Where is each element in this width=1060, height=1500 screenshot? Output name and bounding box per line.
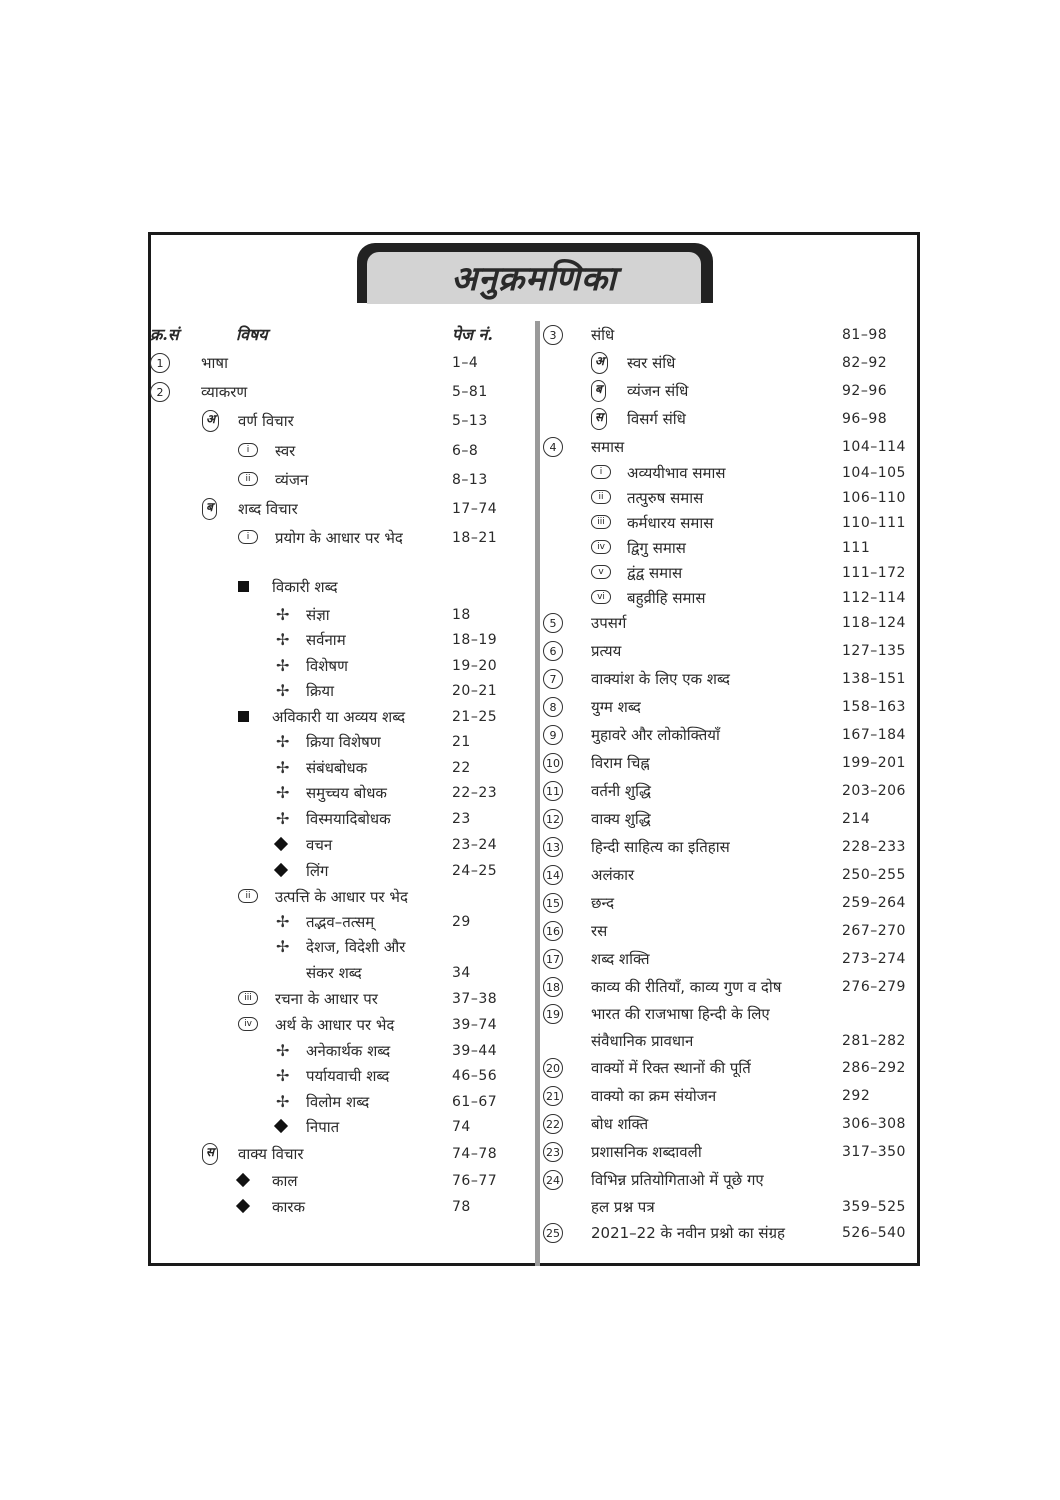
entry-title: वाक्यो का क्रम संयोजन xyxy=(591,1087,717,1105)
number-badge: 20 xyxy=(543,1058,563,1078)
entry-page: 74–78 xyxy=(452,1146,498,1162)
entry-title: विस्मयादिबोधक xyxy=(306,810,391,828)
entry-page: 1–4 xyxy=(452,355,479,371)
entry-title: भाषा xyxy=(201,354,228,372)
toc-entry xyxy=(0,380,1060,404)
entry-title: संकर शब्द xyxy=(306,964,362,982)
star-bullet-icon: ✢ xyxy=(276,732,290,751)
letter-badge: ब xyxy=(202,498,217,520)
entry-page: 228–233 xyxy=(842,839,906,855)
entry-title: व्यंजन xyxy=(275,471,309,489)
number-badge: 19 xyxy=(543,1004,563,1024)
toc-entry xyxy=(0,487,1060,511)
number-badge: 25 xyxy=(543,1223,563,1243)
number-badge: 7 xyxy=(543,669,563,689)
entry-page: 78 xyxy=(452,1199,471,1215)
toc-entry xyxy=(0,1113,1060,1137)
entry-page: 82–92 xyxy=(842,355,888,371)
star-bullet-icon: ✢ xyxy=(276,1041,290,1060)
toc-entry xyxy=(0,436,1060,460)
toc-entry xyxy=(0,668,1060,692)
entry-page: 18–19 xyxy=(452,632,498,648)
entry-page: 276–279 xyxy=(842,979,906,995)
star-bullet-icon: ✢ xyxy=(276,809,290,828)
letter-badge: अ xyxy=(202,410,219,432)
number-badge: 14 xyxy=(543,865,563,885)
entry-page: 19–20 xyxy=(452,658,498,674)
toc-entry xyxy=(0,1030,1060,1054)
number-badge: 15 xyxy=(543,893,563,913)
entry-page: 37–38 xyxy=(452,991,498,1007)
entry-title: रचना के आधार पर xyxy=(275,990,378,1008)
star-bullet-icon: ✢ xyxy=(276,630,290,649)
toc-entry xyxy=(0,1196,1060,1220)
page-title: अनुक्रमणिका xyxy=(451,259,617,299)
entry-page: 286–292 xyxy=(842,1060,906,1076)
entry-title: युग्म शब्द xyxy=(591,698,641,716)
entry-page: 127–135 xyxy=(842,643,906,659)
letter-badge: अ xyxy=(591,352,608,374)
entry-page: 18–21 xyxy=(452,530,498,546)
entry-title: भारत की राजभाषा हिन्दी के लिए xyxy=(591,1005,770,1023)
entry-title: निपात xyxy=(306,1118,340,1136)
number-badge: 16 xyxy=(543,921,563,941)
entry-title: व्याकरण xyxy=(201,383,248,401)
entry-title: कारक xyxy=(272,1198,306,1216)
entry-page: 158–163 xyxy=(842,699,906,715)
header-sno: क्र.सं xyxy=(150,325,179,344)
entry-title: हिन्दी साहित्य का इतिहास xyxy=(591,838,730,856)
entry-title: काव्य की रीतियाँ, काव्य गुण व दोष xyxy=(591,978,782,996)
entry-title: अव्ययीभाव समास xyxy=(627,464,726,482)
entry-page: 46–56 xyxy=(452,1068,498,1084)
entry-title: क्रिया विशेषण xyxy=(306,733,381,751)
roman-badge: iv xyxy=(238,1017,258,1031)
number-badge: 17 xyxy=(543,949,563,969)
entry-page: 104–114 xyxy=(842,439,906,455)
entry-page: 39–74 xyxy=(452,1017,498,1033)
entry-title: कर्मधारय समास xyxy=(627,514,714,532)
entry-title: वचन xyxy=(306,836,333,854)
entry-page: 5–81 xyxy=(452,384,488,400)
entry-title: शब्द विचार xyxy=(238,500,298,518)
toc-entry xyxy=(0,1141,1060,1165)
entry-page: 359–525 xyxy=(842,1199,906,1215)
roman-badge: vi xyxy=(591,590,611,604)
entry-title: वाक्यों में रिक्त स्थानों की पूर्ति xyxy=(591,1059,751,1077)
entry-page: 29 xyxy=(452,914,471,930)
entry-page: 118–124 xyxy=(842,615,906,631)
entry-title: प्रशासनिक शब्दावली xyxy=(591,1143,702,1161)
entry-title: क्रिया xyxy=(306,682,334,700)
toc-entry xyxy=(0,696,1060,720)
roman-badge: iv xyxy=(591,540,611,554)
roman-badge: iii xyxy=(238,991,258,1005)
star-bullet-icon: ✢ xyxy=(276,605,290,624)
roman-badge: ii xyxy=(238,472,258,486)
toc-entry xyxy=(0,920,1060,944)
roman-badge: ii xyxy=(238,889,258,903)
entry-page: 292 xyxy=(842,1088,871,1104)
entry-page: 22–23 xyxy=(452,785,498,801)
letter-badge: ब xyxy=(591,380,606,402)
entry-title: लिंग xyxy=(306,862,329,880)
roman-badge: ii xyxy=(591,490,611,504)
entry-page: 167–184 xyxy=(842,727,906,743)
entry-title: मुहावरे और लोकोक्तियाँ xyxy=(591,726,720,744)
entry-page: 21–25 xyxy=(452,709,498,725)
entry-title: छन्द xyxy=(591,894,615,912)
entry-title: प्रत्यय xyxy=(591,642,622,660)
toc-entry xyxy=(0,462,1060,486)
toc-entry xyxy=(0,864,1060,888)
entry-page: 111 xyxy=(842,540,871,556)
entry-page: 111–172 xyxy=(842,565,906,581)
entry-title: अनेकार्थक शब्द xyxy=(306,1042,391,1060)
entry-title: वर्तनी शुद्धि xyxy=(591,782,651,800)
header-subject: विषय xyxy=(236,325,268,344)
entry-page: 267–270 xyxy=(842,923,906,939)
toc-entry xyxy=(0,1057,1060,1081)
entry-page: 106–110 xyxy=(842,490,906,506)
entry-page: 104–105 xyxy=(842,465,906,481)
toc-entry xyxy=(0,562,1060,586)
entry-title: पर्यायवाची शब्द xyxy=(306,1067,390,1085)
entry-page: 110–111 xyxy=(842,515,906,531)
letter-badge: स xyxy=(202,1143,218,1165)
entry-page: 273–274 xyxy=(842,951,906,967)
entry-title: व्यंजन संधि xyxy=(627,382,689,400)
entry-page: 61–67 xyxy=(452,1094,498,1110)
toc-entry xyxy=(0,752,1060,776)
entry-page: 199–201 xyxy=(842,755,906,771)
number-badge: 6 xyxy=(543,641,563,661)
number-badge: 8 xyxy=(543,697,563,717)
entry-title: समुच्चय बोधक xyxy=(306,784,387,802)
toc-entry xyxy=(0,512,1060,536)
number-badge: 5 xyxy=(543,613,563,633)
entry-page: 317–350 xyxy=(842,1144,906,1160)
entry-page: 21 xyxy=(452,734,471,750)
number-badge: 18 xyxy=(543,977,563,997)
toc-entry xyxy=(0,976,1060,1000)
entry-title: 2021–22 के नवीन प्रश्नो का संग्रह xyxy=(591,1224,785,1242)
toc-entry xyxy=(0,612,1060,636)
entry-page: 22 xyxy=(452,760,471,776)
toc-entry xyxy=(0,1222,1060,1246)
toc-entry xyxy=(0,1169,1060,1193)
number-badge: 2 xyxy=(150,382,170,402)
toc-entry xyxy=(0,892,1060,916)
entry-title: वाक्य विचार xyxy=(238,1145,304,1163)
star-bullet-icon: ✢ xyxy=(276,912,290,931)
number-badge: 1 xyxy=(150,353,170,373)
entry-title: बोध शक्ति xyxy=(591,1115,649,1133)
toc-entry xyxy=(0,836,1060,860)
toc-entry xyxy=(0,1003,1060,1027)
roman-badge: iii xyxy=(591,515,611,529)
star-bullet-icon: ✢ xyxy=(276,758,290,777)
entry-title: संवैधानिक प्रावधान xyxy=(591,1032,694,1050)
entry-title: देशज, विदेशी और xyxy=(306,938,406,956)
star-bullet-icon: ✢ xyxy=(276,681,290,700)
entry-page: 81–98 xyxy=(842,327,888,343)
entry-title: शब्द शक्ति xyxy=(591,950,650,968)
entry-page: 74 xyxy=(452,1119,471,1135)
entry-page: 24–25 xyxy=(452,863,498,879)
toc-entry xyxy=(0,324,1060,348)
entry-page: 34 xyxy=(452,965,471,981)
entry-page: 306–308 xyxy=(842,1116,906,1132)
entry-title: तद्भव–तत्सम् xyxy=(306,913,375,931)
entry-title: बहुव्रीहि समास xyxy=(627,589,706,607)
number-badge: 3 xyxy=(543,325,563,345)
roman-badge: i xyxy=(238,443,258,457)
roman-badge: i xyxy=(238,530,258,544)
entry-page: 20–21 xyxy=(452,683,498,699)
toc-entry xyxy=(0,780,1060,804)
star-bullet-icon: ✢ xyxy=(276,937,290,956)
entry-page: 112–114 xyxy=(842,590,906,606)
header-page: पेज नं. xyxy=(452,325,493,344)
entry-page: 92–96 xyxy=(842,383,888,399)
entry-title: रस xyxy=(591,922,608,940)
entry-page: 5–13 xyxy=(452,413,488,429)
entry-page: 23–24 xyxy=(452,837,498,853)
entry-title: विसर्ग संधि xyxy=(627,410,686,428)
entry-title: विकारी शब्द xyxy=(272,578,338,596)
entry-title: उपसर्ग xyxy=(591,614,627,632)
entry-page: 23 xyxy=(452,811,471,827)
toc-entry xyxy=(0,537,1060,561)
roman-badge: i xyxy=(591,465,611,479)
star-bullet-icon: ✢ xyxy=(276,1092,290,1111)
entry-page: 8–13 xyxy=(452,472,488,488)
entry-title: अविकारी या अव्यय शब्द xyxy=(272,708,406,726)
entry-title: समास xyxy=(591,438,625,456)
entry-title: विलोम शब्द xyxy=(306,1093,370,1111)
entry-page: 250–255 xyxy=(842,867,906,883)
number-badge: 12 xyxy=(543,809,563,829)
star-bullet-icon: ✢ xyxy=(276,783,290,802)
entry-title: उत्पत्ति के आधार पर भेद xyxy=(275,888,408,906)
entry-title: विराम चिह्न xyxy=(591,754,650,772)
number-badge: 11 xyxy=(543,781,563,801)
entry-title: अलंकार xyxy=(591,866,635,884)
number-badge: 9 xyxy=(543,725,563,745)
entry-page: 96–98 xyxy=(842,411,888,427)
entry-title: स्वर xyxy=(275,442,296,460)
letter-badge: स xyxy=(591,408,607,430)
entry-title: द्विगु समास xyxy=(627,539,686,557)
number-badge: 10 xyxy=(543,753,563,773)
entry-page: 281–282 xyxy=(842,1033,906,1049)
entry-title: वाक्यांश के लिए एक शब्द xyxy=(591,670,730,688)
number-badge: 4 xyxy=(543,437,563,457)
number-badge: 13 xyxy=(543,837,563,857)
entry-title: तत्पुरुष समास xyxy=(627,489,704,507)
entry-page: 76–77 xyxy=(452,1173,498,1189)
entry-page: 17–74 xyxy=(452,501,498,517)
entry-title: वर्ण विचार xyxy=(238,412,294,430)
entry-title: काल xyxy=(272,1172,298,1190)
number-badge: 22 xyxy=(543,1114,563,1134)
entry-page: 203–206 xyxy=(842,783,906,799)
entry-page: 526–540 xyxy=(842,1225,906,1241)
star-bullet-icon: ✢ xyxy=(276,1066,290,1085)
entry-page: 138–151 xyxy=(842,671,906,687)
toc-entry xyxy=(0,640,1060,664)
toc-entry xyxy=(0,408,1060,432)
entry-page: 18 xyxy=(452,607,471,623)
number-badge: 21 xyxy=(543,1086,563,1106)
toc-entry xyxy=(0,352,1060,376)
number-badge: 23 xyxy=(543,1142,563,1162)
entry-title: हल प्रश्न पत्र xyxy=(591,1198,655,1216)
entry-page: 214 xyxy=(842,811,871,827)
entry-page: 39–44 xyxy=(452,1043,498,1059)
entry-title: संधि xyxy=(591,326,615,344)
entry-title: प्रयोग के आधार पर भेद xyxy=(275,529,403,547)
entry-title: स्वर संधि xyxy=(627,354,676,372)
star-bullet-icon: ✢ xyxy=(276,656,290,675)
toc-entry xyxy=(0,948,1060,972)
toc-entry xyxy=(0,587,1060,611)
entry-title: सर्वनाम xyxy=(306,631,346,649)
number-badge: 24 xyxy=(543,1170,563,1190)
entry-page: 6–8 xyxy=(452,443,479,459)
entry-title: विशेषण xyxy=(306,657,348,675)
entry-title: विभिन्न प्रतियोगिताओ में पूछे गए xyxy=(591,1171,764,1189)
toc-entry xyxy=(0,724,1060,748)
roman-badge: v xyxy=(591,565,611,579)
entry-title: वाक्य शुद्धि xyxy=(591,810,651,828)
entry-page: 259–264 xyxy=(842,895,906,911)
entry-title: संबंधबोधक xyxy=(306,759,368,777)
entry-title: अर्थ के आधार पर भेद xyxy=(275,1016,395,1034)
toc-entry xyxy=(0,1085,1060,1109)
toc-entry xyxy=(0,808,1060,832)
entry-title: संज्ञा xyxy=(306,606,330,624)
entry-title: द्वंद्व समास xyxy=(627,564,683,582)
